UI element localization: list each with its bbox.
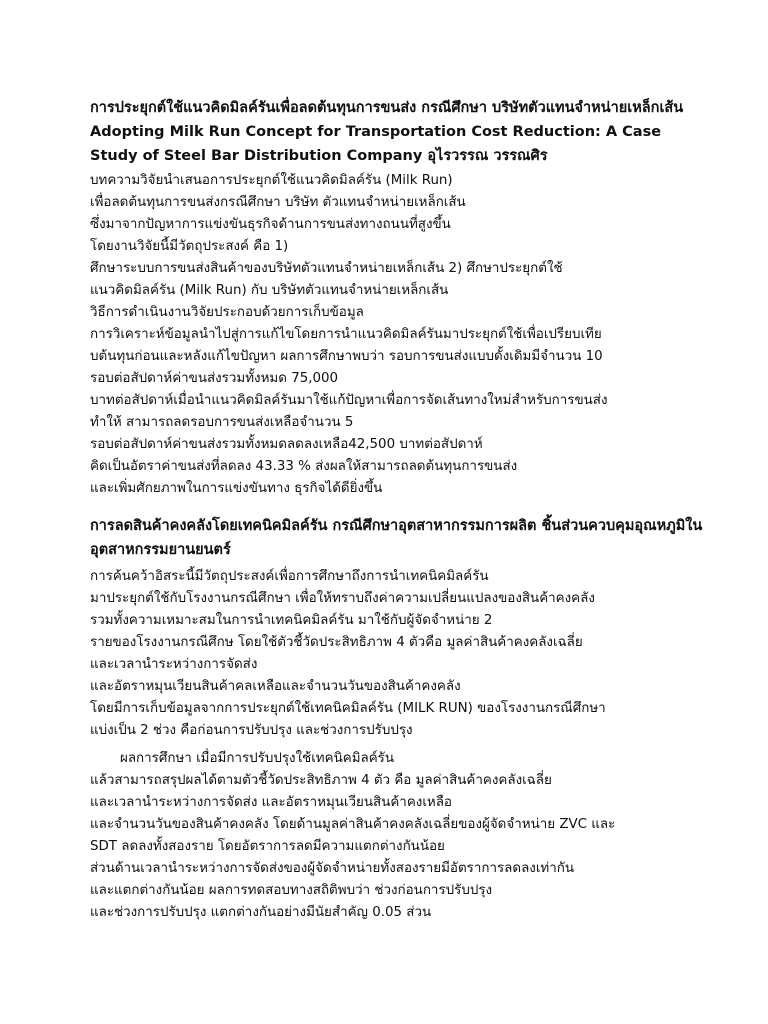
article-2-abstract: [90, 566, 730, 742]
text-line: มาประยุกต์ใช้กับโรงงานกรณีศึกษา เพื่อให้ทราบถึงค่าความเปลี่ยนแปลงของสินค้าคงคลัง: [90, 591, 595, 606]
text-line: โดยมีการเก็บข้อมูลจากการประยุกต์ใช้เทคนิคมิลค์รัน (MILK RUN) ของโรงงานกรณีศึกษา: [90, 701, 606, 716]
text-line: การวิเคราะห์ข้อมูลนำไปสู่การแก้ไขโดยการนำแนวคิดมิลค์รันมาประยุกต์ใช้เพื่อเปรียบเทีย: [90, 327, 602, 342]
text-line: รวมทั้งความเหมาะสมในการนำเทคนิคมิลค์รัน มาใช้กับผู้จัดจำหน่าย 2: [90, 613, 493, 628]
text-line: รอบต่อสัปดาห์ค่าขนส่งรวมทั้งหมด 75,000: [90, 371, 339, 386]
text-line: และอัตราหมุนเวียนสินค้าคลเหลือและจำนวนวันของสินค้าคงคลัง: [90, 679, 461, 694]
text-line: แนวคิดมิลค์รัน (Milk Run) กับ บริษัทตัวแทนจำหน่ายเหล็กเส้น: [90, 283, 449, 298]
text-line: และช่วงการปรับปรุง แตกต่างกันอย่างมีนัยสำคัญ 0.05 ส่วน: [90, 905, 432, 920]
text-line: ผลการศึกษา เมื่อมีการปรับปรุงใช้เทคนิคมิลค์รัน: [120, 751, 395, 766]
text-line: รายของโรงงานกรณีศึกษ โดยใช้ตัวชี้วัดประสิทธิภาพ 4 ตัวคือ มูลค่าสินค้าคงคลังเฉลี่ย: [90, 635, 583, 650]
text-line: บาทต่อสัปดาห์เมื่อนำแนวคิดมิลค์รันมาใช้แก้ปัญหาเพื่อการจัดเส้นทางใหม่สำหรับการขนส่ง: [90, 393, 608, 408]
text-line: และเวลานำระหว่างการจัดส่ง และอัตราหมุนเวียนสินค้าคงเหลือ: [90, 795, 452, 810]
text-line: และแตกต่างกันน้อย ผลการทดสอบทางสถิติพบว่า ช่วงก่อนการปรับปรุง: [90, 883, 493, 898]
text-line: โดยงานวิจัยนี้มีวัตถุประสงค์ คือ 1): [90, 239, 289, 254]
text-line: และจำนวนวันของสินค้าคงคลัง โดยด้านมูลค่าสินค้าคงคลังเฉลี่ยของผู้จัดจำหน่าย ZVC และ: [90, 817, 616, 832]
text-line: ทำให้ สามารถลดรอบการขนส่งเหลือจำนวน 5: [90, 415, 354, 430]
text-line: แบ่งเป็น 2 ช่วง คือก่อนการปรับปรุง และช่วงการปรับปรุง: [90, 723, 413, 738]
text-line: และเพิ่มศักยภาพในการแข่งขันทาง ธุรกิจได้ดียิ่งขึ้น: [90, 481, 383, 496]
article-1-abstract: [90, 170, 730, 500]
text-line: บทความวิจัยนำเสนอการประยุกต์ใช้แนวคิดมิลค์รัน (Milk Run): [90, 173, 453, 188]
text-line: รอบต่อสัปดาห์ค่าขนส่งรวมทั้งหมดลดลงเหลือ42,500 บาทต่อสัปดาห์: [90, 437, 483, 452]
text-line: เพื่อลดต้นทุนการขนส่งกรณีศึกษา บริษัท ตัวแทนจำหน่ายเหล็กเส้น: [90, 195, 466, 210]
text-line: ซึ่งมาจากปัญหาการแข่งขันธุรกิจด้านการขนส่งทางถนนที่สูงขึ้น: [90, 217, 451, 232]
text-line: แล้วสามารถสรุปผลได้ตามตัวชี้วัดประสิทธิภาพ 4 ตัว คือ มูลค่าสินค้าคงคลังเฉลี่ย: [90, 773, 552, 788]
text-line: SDT ลดลงทั้งสองราย โดยอัตราการลดมีความแตกต่างกันน้อย: [90, 839, 445, 854]
article-1-title: การประยุกต์ใช้แนวคิดมิลค์รันเพื่อลดต้นทุนการขนส่ง กรณีศึกษา บริษัทตัวแทนจำหน่ายเหล็กเส้น Adopting Milk Run Concept for Transportation Cost Reduction: A Case Study of Steel Bar Distribution Company อุไรวรรณ วรรณศิร: [90, 100, 684, 164]
text-line: และเวลานำระหว่างการจัดส่ง: [90, 657, 258, 672]
text-line: การค้นคว้าอิสระนี้มีวัตถุประสงค์เพื่อการศึกษาถึงการนำเทคนิคมิลค์รัน: [90, 569, 489, 584]
text-line: ส่วนด้านเวลานำระหว่างการจัดส่งของผู้จัดจำหน่ายทั้งสองรายมีอัตราการลดลงเท่ากัน: [90, 861, 575, 876]
text-line: ศึกษาระบบการขนส่งสินค้าของบริษัทตัวแทนจำหน่ายเหล็กเส้น 2) ศึกษาประยุกต์ใช้: [90, 261, 563, 276]
article-2-results: [90, 748, 730, 924]
text-line: บต้นทุนก่อนและหลังแก้ไขปัญหา ผลการศึกษาพบว่า รอบการขนส่งแบบดั้งเดิมมีจำนวน 10: [90, 349, 603, 364]
text-line: วิธีการดำเนินงานวิจัยประกอบด้วยการเก็บข้อมูล: [90, 305, 364, 320]
text-line: คิดเป็นอัตราค่าขนส่งที่ลดลง 43.33 % ส่งผลให้สามารถลดต้นทุนการขนส่ง: [90, 459, 518, 474]
article-2-title: การลดสินค้าคงคลังโดยเทคนิคมิลค์รัน กรณีศึกษาอุตสาหากรรมการผลิต ชิ้นส่วนควบคุมอุณหภูมิในอุตสาหกรรมยานยนตร์: [90, 518, 703, 558]
